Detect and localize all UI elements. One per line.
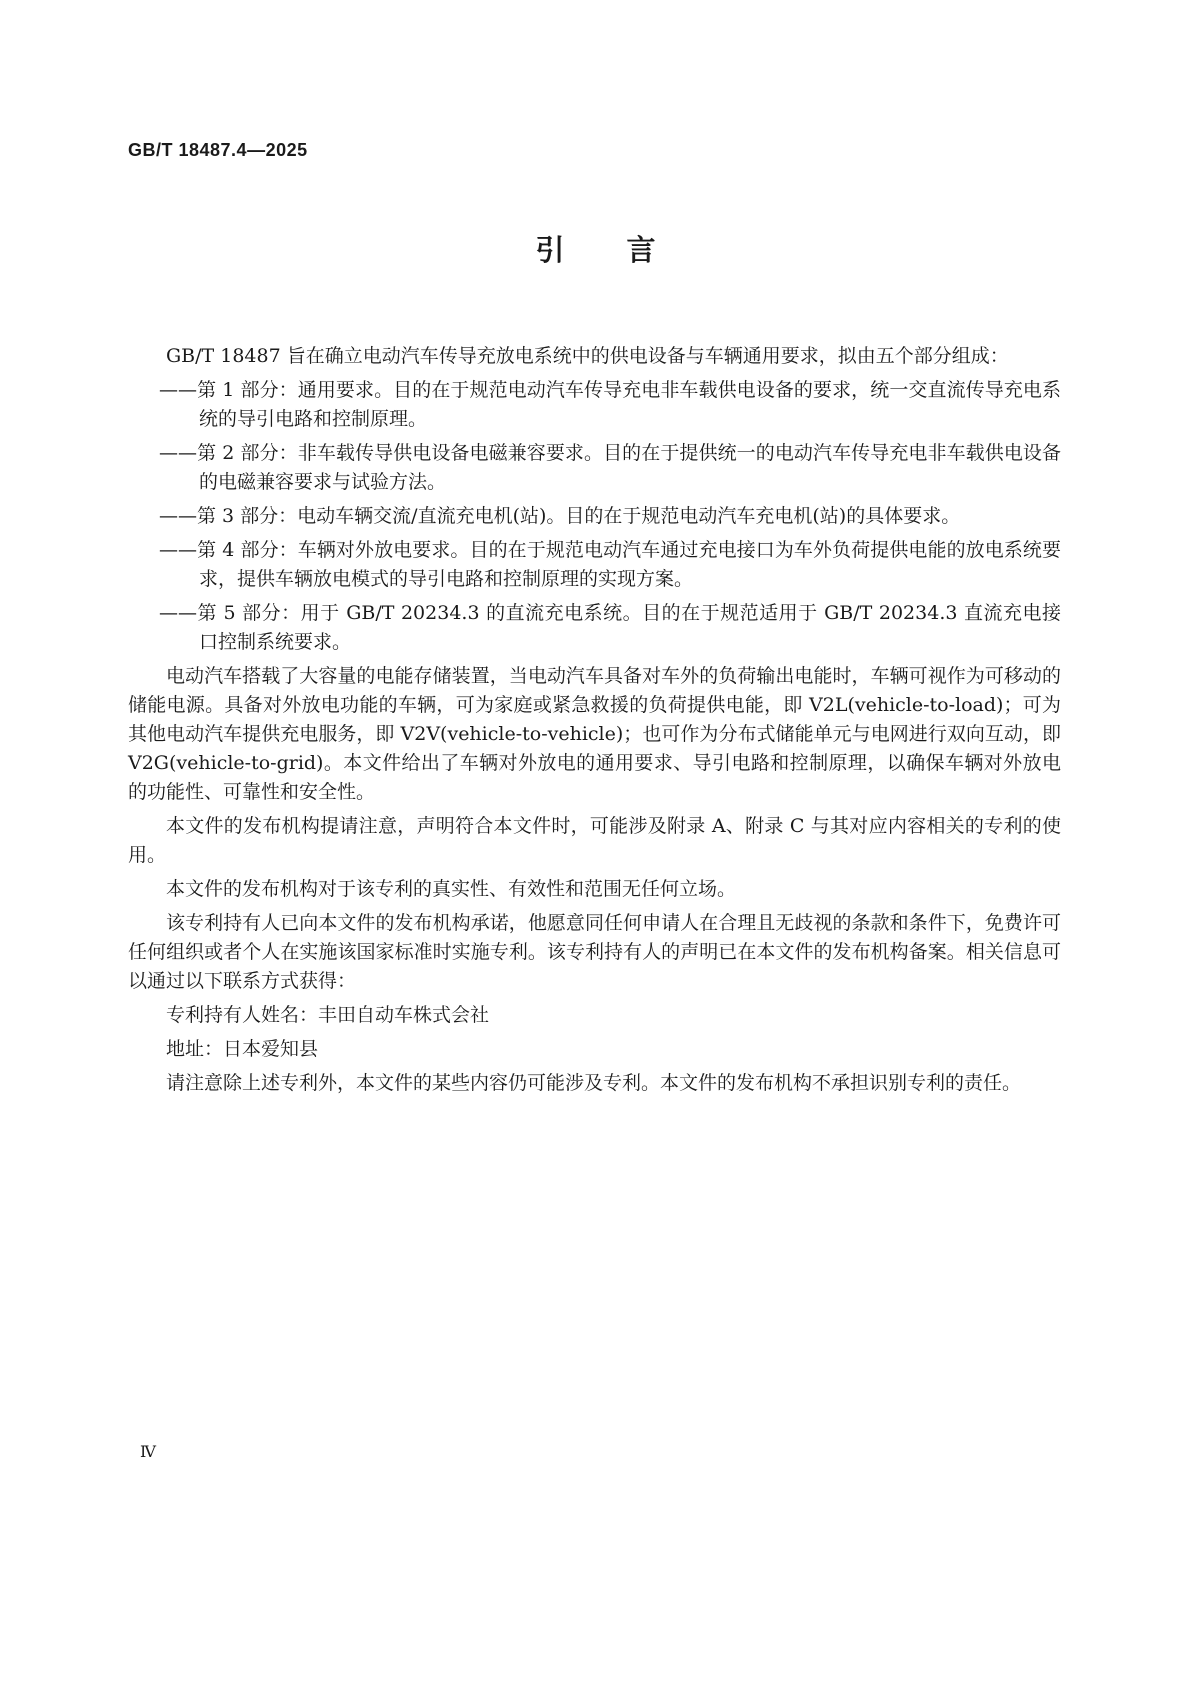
patent-position-paragraph: 本文件的发布机构对于该专利的真实性、有效性和范围无任何立场。 [166, 878, 737, 900]
page-number: Ⅳ [140, 1442, 156, 1461]
patent-holder-name: 专利持有人姓名：丰田自动车株式会社 [166, 1004, 490, 1026]
patent-holder-address: 地址：日本爱知县 [166, 1038, 319, 1060]
part-list-item-4: ——第 4 部分：车辆对外放电要求。目的在于规范电动汽车通过充电接口为车外负荷提供电能的放电系统要求，提供车辆放电模式的导引电路和控制原理的实现方案。 [159, 539, 1061, 590]
patent-notice-paragraph: 本文件的发布机构提请注意，声明符合本文件时，可能涉及附录 A、附录 C 与其对应内容相关的专利的使用。 [128, 815, 1061, 866]
intro-paragraph-1: GB/T 18487 旨在确立电动汽车传导充放电系统中的供电设备与车辆通用要求，拟由五个部分组成： [166, 345, 1009, 367]
part-list-item-5: ——第 5 部分：用于 GB/T 20234.3 的直流充电系统。目的在于规范适用于 GB/T 20234.3 直流充电接口控制系统要求。 [159, 602, 1061, 653]
patent-commitment-paragraph: 该专利持有人已向本文件的发布机构承诺，他愿意同任何申请人在合理且无歧视的条款和条件下，免费许可任何组织或者个人在实施该国家标准时实施专利。该专利持有人的声明已在本文件的发布机构备案。相关信息可以通过以下联系方式获得： [128, 912, 1061, 992]
part-list-item-1: ——第 1 部分：通用要求。目的在于规范电动汽车传导充电非车载供电设备的要求，统一交直流传导充电系统的导引电路和控制原理。 [159, 379, 1061, 430]
patent-disclaimer-paragraph: 请注意除上述专利外，本文件的某些内容仍可能涉及专利。本文件的发布机构不承担识别专利的责任。 [166, 1072, 1022, 1094]
page-title: 引言 [535, 233, 718, 267]
introduction-body [128, 342, 1061, 1103]
part-list-item-3: ——第 3 部分：电动车辆交流/直流充电机(站)。目的在于规范电动汽车充电机(站)的具体要求。 [159, 505, 961, 527]
intro-paragraph-2: 电动汽车搭载了大容量的电能存储装置，当电动汽车具备对车外的负荷输出电能时，车辆可视作为可移动的储能电源。具备对外放电功能的车辆，可为家庭或紧急救援的负荷提供电能，即 V2L(vehicle-to-load)；可为其他电动汽车提供充电服务，即 V2V(vehicle-to-vehicle)；也可作为分布式储能单元与电网进行双向互动，即 V2G(vehicle-to-grid)。本文件给出了车辆对外放电的通用要求、导引电路和控制原理，以确保车辆对外放电的功能性、可靠性和安全性。 [128, 665, 1061, 803]
document-code: GB/T 18487.4—2025 [128, 140, 308, 160]
part-list-item-2: ——第 2 部分：非车载传导供电设备电磁兼容要求。目的在于提供统一的电动汽车传导充电非车载供电设备的电磁兼容要求与试验方法。 [159, 442, 1061, 493]
